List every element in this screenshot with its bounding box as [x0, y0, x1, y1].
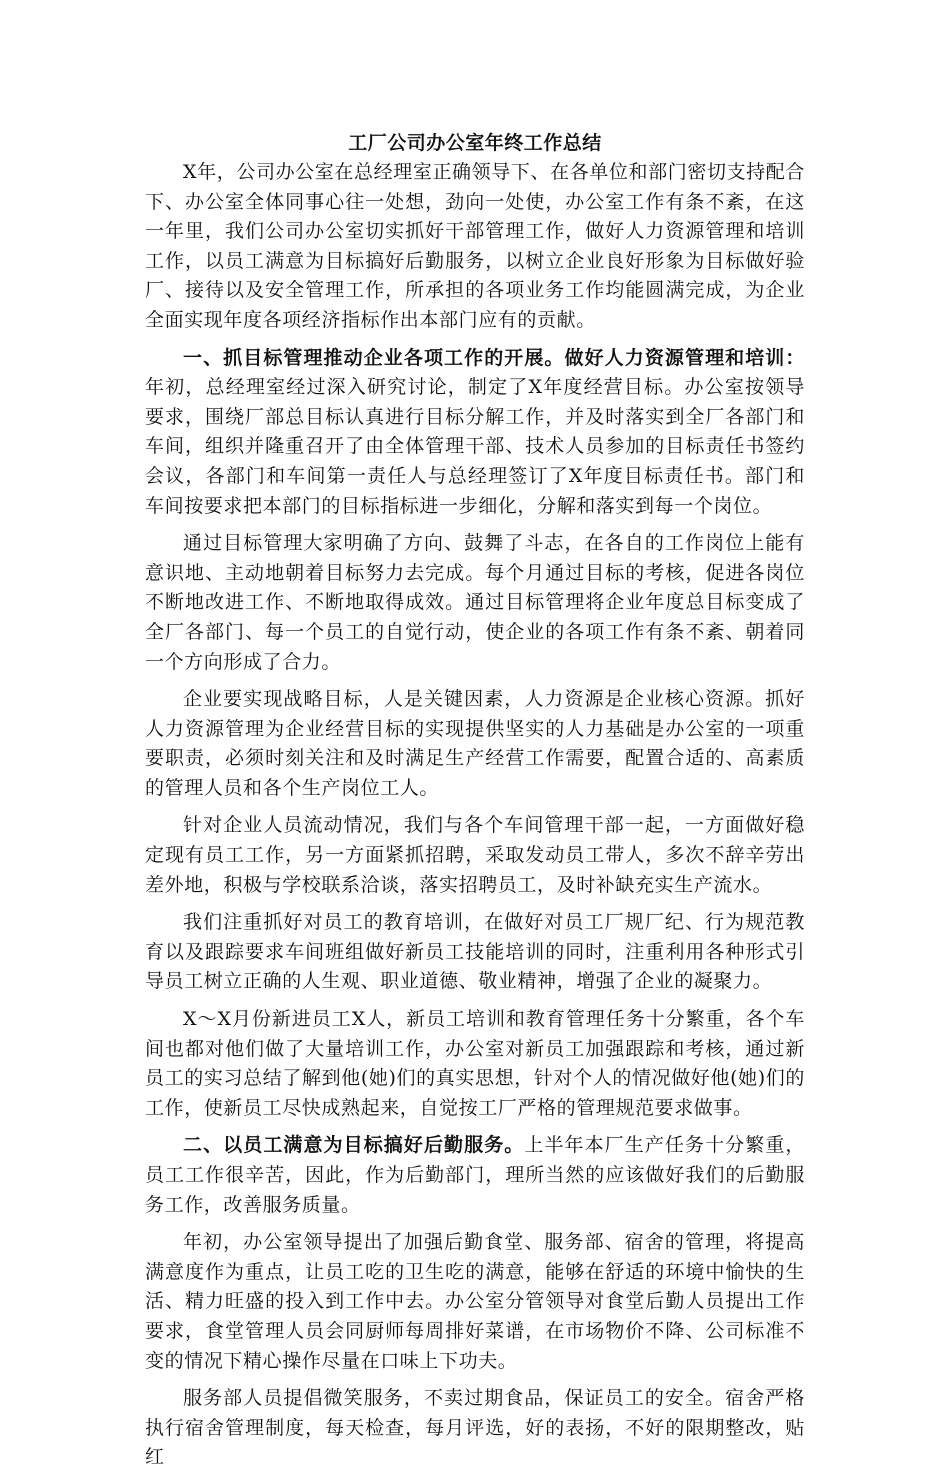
paragraph-intro [145, 158, 805, 336]
paragraph-text: 针对企业人员流动情况，我们与各个车间管理干部一起，一方面做好稳定现有员工工作，另一方面紧抓招聘，采取发动员工带人，多次不辞辛劳出差外地，积极与学校联系洽谈，落实招聘员工，及时补缺充实生产流水。 [145, 814, 805, 896]
paragraph-new-employees [145, 1005, 805, 1123]
section-heading-two: 二、以员工满意为目标搞好后勤服务。 [183, 1134, 525, 1157]
paragraph-text: 年初，办公室领导提出了加强后勤食堂、服务部、宿舍的管理，将提高满意度作为重点，让员工吃的卫生吃的满意，能够在舒适的环境中愉快的生活、精力旺盛的投入到工作中去。办公室分管领导对食堂后勤人员提出工作要求，食堂管理人员会同厨师每周排好菜谱，在市场物价不降、公司标准不变的情况下精心操作尽量在口味上下功夫。 [145, 1231, 805, 1372]
paragraph-staff-turnover [145, 811, 805, 900]
document-title: 工厂公司办公室年终工作总结 [348, 132, 602, 154]
paragraph-text: 上半年本厂生产任务十分繁重，员工工作很辛苦，因此，作为后勤部门，理所当然的应该做好我们的后勤服务工作，改善服务质量。 [145, 1134, 805, 1216]
paragraph-section-two [145, 1131, 805, 1220]
paragraph-target-management [145, 529, 805, 677]
paragraph-service-dept [145, 1384, 805, 1473]
paragraph-text: 通过目标管理大家明确了方向、鼓舞了斗志，在各自的工作岗位上能有意识地、主动地朝着目标努力去完成。每个月通过目标的考核，促进各岗位不断地改进工作、不断地取得成效。通过目标管理将企业年度总目标变成了全厂各部门、每一个员工的自觉行动，使企业的各项工作有条不紊、朝着同一个方向形成了合力。 [145, 532, 805, 673]
paragraph-text: X年，公司办公室在总经理室正确领导下、在各单位和部门密切支持配合下、办公室全体同事心往一处想，劲向一处使，办公室工作有条不紊，在这一年里，我们公司办公室切实抓好干部管理工作，做好人力资源管理和培训工作，以员工满意为目标搞好后勤服务，以树立企业良好形象为目标做好验厂、接待以及安全管理工作，所承担的各项业务工作均能圆满完成，为企业全面实现年度各项经济指标作出本部门应有的贡献。 [145, 161, 805, 331]
paragraph-text: X～X月份新进员工X人，新员工培训和教育管理任务十分繁重，各个车间也都对他们做了大量培训工作，办公室对新员工加强跟踪和考核，通过新员工的实习总结了解到他(她)们的真实思想，针对个人的情况做好他(她)们的工作，使新员工尽快成熟起来，自觉按工厂严格的管理规范要求做事。 [145, 1008, 805, 1119]
paragraph-text: 我们注重抓好对员工的教育培训，在做好对员工厂规厂纪、行为规范教育以及跟踪要求车间班组做好新员工技能培训的同时，注重利用各种形式引导员工树立正确的人生观、职业道德、敬业精神，增强了企业的凝聚力。 [145, 911, 805, 993]
section-heading-one: 一、抓目标管理推动企业各项工作的开展。做好人力资源管理和培训： [183, 346, 805, 369]
paragraph-text: 企业要实现战略目标，人是关键因素，人力资源是企业核心资源。抓好人力资源管理为企业经营目标的实现提供坚实的人力基础是办公室的一项重要职责，必须时刻关注和及时满足生产经营工作需要，配置合适的、高素质的管理人员和各个生产岗位工人。 [145, 688, 805, 799]
paragraph-text: 年初，总经理室经过深入研究讨论，制定了X年度经营目标。办公室按领导要求，围绕厂部总目标认真进行目标分解工作，并及时落实到全厂各部门和车间，组织并隆重召开了由全体管理干部、技术人员参加的目标责任书签约会议，各部门和车间第一责任人与总经理签订了X年度目标责任书。部门和车间按要求把本部门的目标指标进一步细化，分解和落实到每一个岗位。 [145, 376, 805, 517]
paragraph-text: 服务部人员提倡微笑服务，不卖过期食品，保证员工的安全。宿舍严格执行宿舍管理制度，每天检查，每月评选，好的表扬，不好的限期整改，贴红 [145, 1387, 805, 1469]
paragraph-section-one [145, 344, 805, 522]
paragraph-human-resources [145, 685, 805, 803]
paragraph-canteen [145, 1228, 805, 1376]
document-page [145, 128, 805, 1481]
paragraph-training [145, 908, 805, 997]
